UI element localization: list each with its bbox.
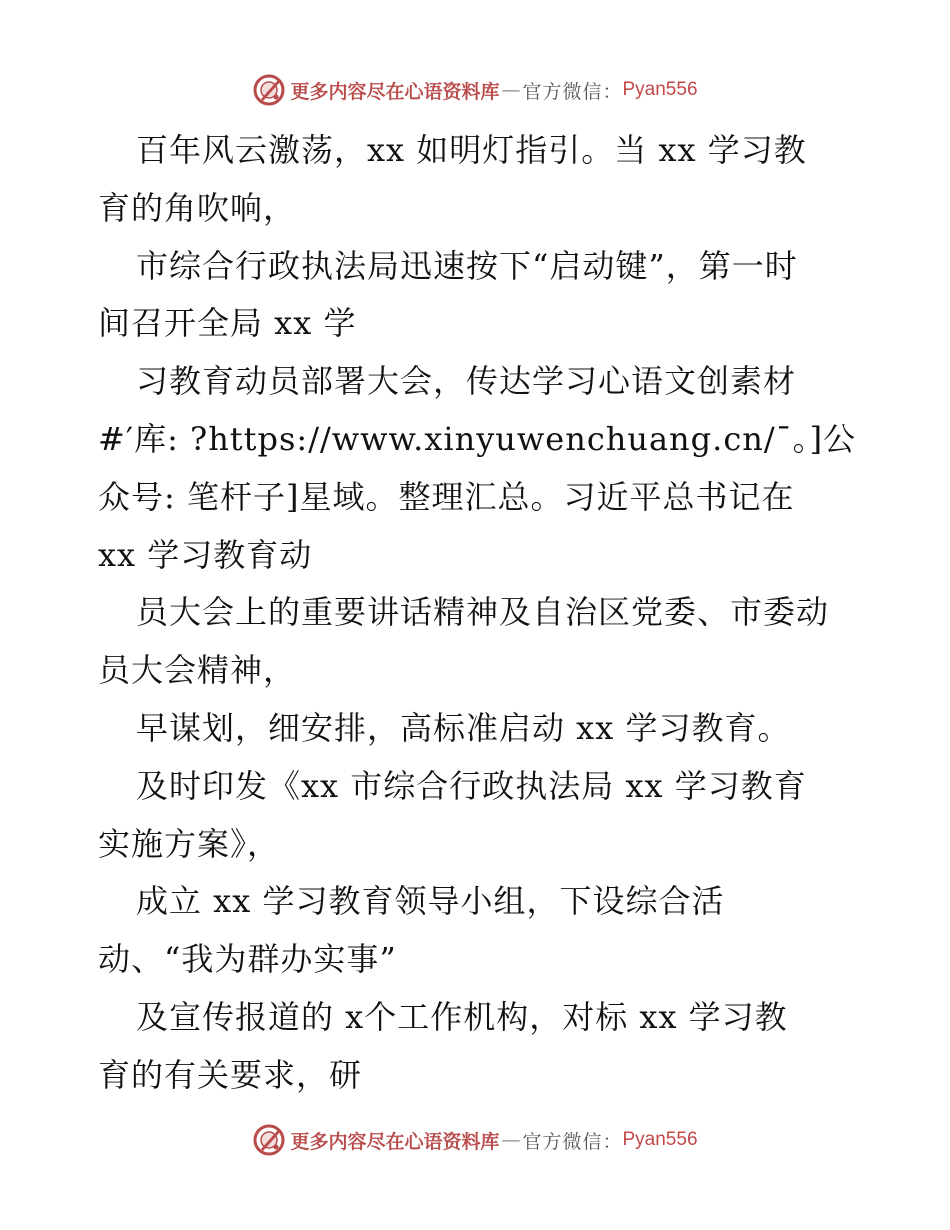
- text-line: 习教育动员部署大会，传达学习心语文创素材: [136, 362, 797, 401]
- text-line: #′库: ?https://www.xinyuwenchuang.cn/¯。]公: [98, 419, 857, 458]
- watermark-dash: —: [501, 1129, 521, 1151]
- brand-logo-icon: [252, 1123, 286, 1157]
- text-line: 及时印发《xx 市综合行政执法局 xx 学习教育: [136, 766, 807, 805]
- text-line: 间召开全局 xx 学: [98, 304, 357, 343]
- text-line: 市综合行政执法局迅速按下“启动键”，第一时: [136, 246, 798, 285]
- footer-watermark: [0, 1120, 950, 1160]
- text-line: xx 学习教育动: [98, 535, 313, 574]
- body-text: [98, 122, 888, 1105]
- wechat-label: 官方微信：: [522, 80, 623, 103]
- wechat-id: Pyan556: [622, 79, 698, 100]
- text-line: 众号: 笔杆子]星域。整理汇总。习近平总书记在: [98, 477, 795, 516]
- watermark-text: 更多内容尽在心语资料库: [290, 80, 500, 103]
- text-line: 员大会上的重要讲话精神及自治区党委、市委动: [136, 593, 830, 632]
- wechat-id: Pyan556: [622, 1129, 698, 1150]
- text-line: 成立 xx 学习教育领导小组，下设综合活: [136, 882, 725, 921]
- text-line: 育的角吹响，: [98, 188, 297, 227]
- text-line: 动、“我为群办实事”: [98, 940, 397, 979]
- text-line: 早谋划，细安排，高标准启动 xx 学习教育。: [136, 708, 791, 747]
- text-line: 实施方案》，: [98, 824, 281, 863]
- header-watermark: [0, 70, 950, 110]
- text-line: 育的有关要求，研: [98, 1055, 363, 1094]
- wechat-label: 官方微信：: [522, 1130, 623, 1153]
- text-line: 百年风云激荡，xx 如明灯指引。当 xx 学习教: [136, 131, 807, 169]
- watermark-dash: —: [501, 79, 521, 101]
- brand-logo-icon: [252, 73, 286, 107]
- text-line: 及宣传报道的 x个工作机构，对标 xx 学习教: [136, 997, 788, 1036]
- text-line: 员大会精神，: [98, 651, 297, 690]
- watermark-text: 更多内容尽在心语资料库: [290, 1130, 500, 1153]
